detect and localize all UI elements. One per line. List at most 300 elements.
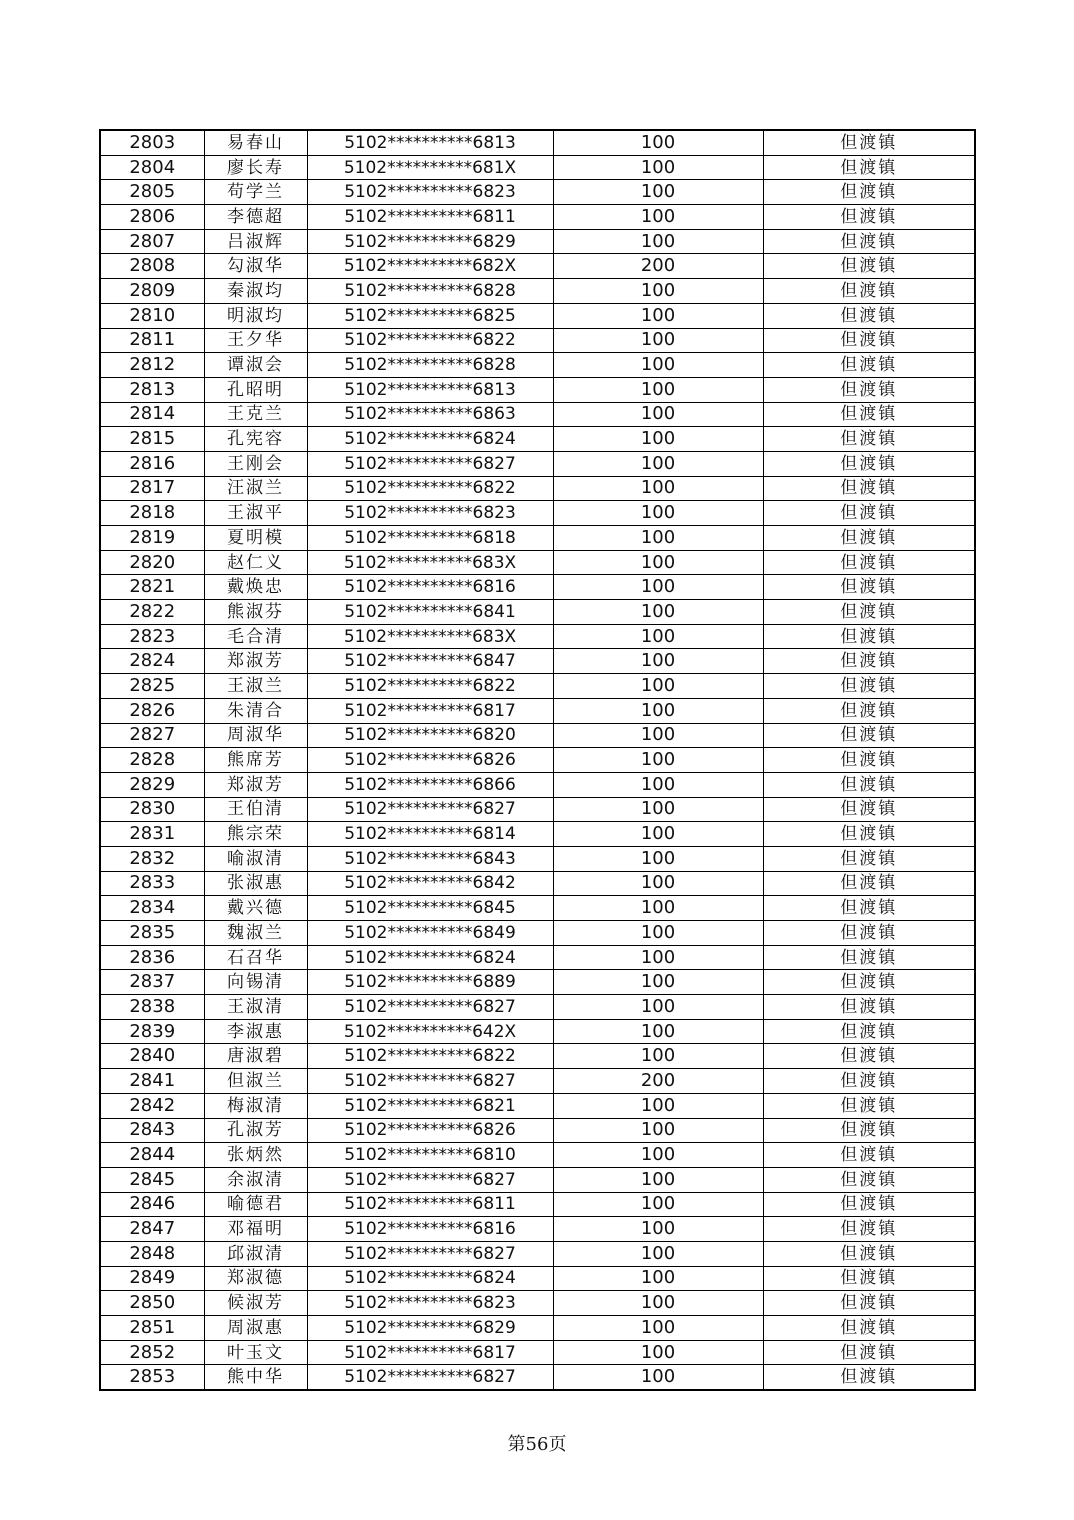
serial-number-cell: 2829 xyxy=(100,772,204,797)
name-cell: 苟学兰 xyxy=(204,180,307,205)
table-row xyxy=(100,476,975,501)
serial-number-cell: 2821 xyxy=(100,575,204,600)
serial-number-cell: 2818 xyxy=(100,501,204,526)
recipient-table xyxy=(99,129,976,1391)
serial-number-cell: 2849 xyxy=(100,1266,204,1291)
town-cell: 但渡镇 xyxy=(763,180,975,205)
name-cell: 谭淑会 xyxy=(204,353,307,378)
table-row xyxy=(100,995,975,1020)
table-row xyxy=(100,748,975,773)
name-cell: 周淑华 xyxy=(204,723,307,748)
amount-cell: 100 xyxy=(553,624,763,649)
table-row xyxy=(100,229,975,254)
serial-number-cell: 2831 xyxy=(100,822,204,847)
amount-cell: 100 xyxy=(553,1241,763,1266)
id-number-cell: 5102**********6813 xyxy=(307,130,553,155)
table-row xyxy=(100,377,975,402)
id-number-cell: 5102**********6889 xyxy=(307,970,553,995)
name-cell: 王夕华 xyxy=(204,328,307,353)
amount-cell: 100 xyxy=(553,748,763,773)
amount-cell: 100 xyxy=(553,575,763,600)
id-number-cell: 5102**********6820 xyxy=(307,723,553,748)
name-cell: 余淑清 xyxy=(204,1167,307,1192)
table-row xyxy=(100,303,975,328)
amount-cell: 100 xyxy=(553,303,763,328)
id-number-cell: 5102**********681X xyxy=(307,155,553,180)
town-cell: 但渡镇 xyxy=(763,1316,975,1341)
table-row xyxy=(100,921,975,946)
name-cell: 明淑均 xyxy=(204,303,307,328)
id-number-cell: 5102**********683X xyxy=(307,550,553,575)
serial-number-cell: 2824 xyxy=(100,649,204,674)
id-number-cell: 5102**********6826 xyxy=(307,748,553,773)
amount-cell: 100 xyxy=(553,501,763,526)
serial-number-cell: 2823 xyxy=(100,624,204,649)
serial-number-cell: 2826 xyxy=(100,698,204,723)
serial-number-cell: 2847 xyxy=(100,1217,204,1242)
table-row xyxy=(100,797,975,822)
name-cell: 张炳然 xyxy=(204,1143,307,1168)
name-cell: 孔淑芳 xyxy=(204,1118,307,1143)
serial-number-cell: 2848 xyxy=(100,1241,204,1266)
serial-number-cell: 2813 xyxy=(100,377,204,402)
name-cell: 孔昭明 xyxy=(204,377,307,402)
page-number: 第56页 xyxy=(507,1434,567,1455)
amount-cell: 100 xyxy=(553,674,763,699)
town-cell: 但渡镇 xyxy=(763,1192,975,1217)
id-number-cell: 5102**********6814 xyxy=(307,822,553,847)
serial-number-cell: 2836 xyxy=(100,945,204,970)
amount-cell: 100 xyxy=(553,1019,763,1044)
serial-number-cell: 2803 xyxy=(100,130,204,155)
id-number-cell: 5102**********6828 xyxy=(307,279,553,304)
town-cell: 但渡镇 xyxy=(763,575,975,600)
table-row xyxy=(100,205,975,230)
town-cell: 但渡镇 xyxy=(763,501,975,526)
id-number-cell: 5102**********6849 xyxy=(307,921,553,946)
amount-cell: 100 xyxy=(553,1167,763,1192)
table-row xyxy=(100,155,975,180)
serial-number-cell: 2834 xyxy=(100,896,204,921)
id-number-cell: 5102**********6827 xyxy=(307,1365,553,1390)
amount-cell: 100 xyxy=(553,229,763,254)
table-row xyxy=(100,1143,975,1168)
table-row xyxy=(100,1019,975,1044)
town-cell: 但渡镇 xyxy=(763,254,975,279)
id-number-cell: 5102**********6818 xyxy=(307,526,553,551)
serial-number-cell: 2827 xyxy=(100,723,204,748)
serial-number-cell: 2845 xyxy=(100,1167,204,1192)
amount-cell: 100 xyxy=(553,1291,763,1316)
name-cell: 魏淑兰 xyxy=(204,921,307,946)
name-cell: 李淑惠 xyxy=(204,1019,307,1044)
town-cell: 但渡镇 xyxy=(763,353,975,378)
amount-cell: 100 xyxy=(553,896,763,921)
name-cell: 王刚会 xyxy=(204,451,307,476)
serial-number-cell: 2819 xyxy=(100,526,204,551)
table-row xyxy=(100,501,975,526)
table-row xyxy=(100,624,975,649)
id-number-cell: 5102**********6841 xyxy=(307,600,553,625)
serial-number-cell: 2853 xyxy=(100,1365,204,1390)
id-number-cell: 5102**********6843 xyxy=(307,846,553,871)
serial-number-cell: 2844 xyxy=(100,1143,204,1168)
town-cell: 但渡镇 xyxy=(763,698,975,723)
table-body xyxy=(100,130,975,1390)
table-row xyxy=(100,550,975,575)
table-row xyxy=(100,180,975,205)
town-cell: 但渡镇 xyxy=(763,674,975,699)
serial-number-cell: 2852 xyxy=(100,1340,204,1365)
id-number-cell: 5102**********642X xyxy=(307,1019,553,1044)
serial-number-cell: 2825 xyxy=(100,674,204,699)
town-cell: 但渡镇 xyxy=(763,476,975,501)
town-cell: 但渡镇 xyxy=(763,649,975,674)
table-row xyxy=(100,130,975,155)
name-cell: 毛合清 xyxy=(204,624,307,649)
name-cell: 喻淑清 xyxy=(204,846,307,871)
table-row xyxy=(100,1291,975,1316)
town-cell: 但渡镇 xyxy=(763,377,975,402)
town-cell: 但渡镇 xyxy=(763,822,975,847)
id-number-cell: 5102**********6824 xyxy=(307,1266,553,1291)
name-cell: 周淑惠 xyxy=(204,1316,307,1341)
id-number-cell: 5102**********6827 xyxy=(307,1241,553,1266)
amount-cell: 100 xyxy=(553,476,763,501)
serial-number-cell: 2822 xyxy=(100,600,204,625)
town-cell: 但渡镇 xyxy=(763,1143,975,1168)
amount-cell: 100 xyxy=(553,797,763,822)
table-row xyxy=(100,1316,975,1341)
town-cell: 但渡镇 xyxy=(763,155,975,180)
table-row xyxy=(100,1118,975,1143)
name-cell: 吕淑辉 xyxy=(204,229,307,254)
id-number-cell: 5102**********6813 xyxy=(307,377,553,402)
town-cell: 但渡镇 xyxy=(763,1118,975,1143)
table-row xyxy=(100,674,975,699)
amount-cell: 100 xyxy=(553,970,763,995)
town-cell: 但渡镇 xyxy=(763,526,975,551)
table-row xyxy=(100,1217,975,1242)
table-row xyxy=(100,1069,975,1094)
name-cell: 喻德君 xyxy=(204,1192,307,1217)
id-number-cell: 5102**********6825 xyxy=(307,303,553,328)
amount-cell: 100 xyxy=(553,995,763,1020)
amount-cell: 100 xyxy=(553,1340,763,1365)
town-cell: 但渡镇 xyxy=(763,846,975,871)
table-row xyxy=(100,723,975,748)
id-number-cell: 5102**********6827 xyxy=(307,1167,553,1192)
table-row xyxy=(100,254,975,279)
amount-cell: 100 xyxy=(553,427,763,452)
name-cell: 梅淑清 xyxy=(204,1093,307,1118)
serial-number-cell: 2840 xyxy=(100,1044,204,1069)
amount-cell: 200 xyxy=(553,1069,763,1094)
table-row xyxy=(100,945,975,970)
town-cell: 但渡镇 xyxy=(763,229,975,254)
name-cell: 王淑兰 xyxy=(204,674,307,699)
amount-cell: 100 xyxy=(553,1266,763,1291)
serial-number-cell: 2808 xyxy=(100,254,204,279)
id-number-cell: 5102**********6863 xyxy=(307,402,553,427)
id-number-cell: 5102**********6829 xyxy=(307,1316,553,1341)
town-cell: 但渡镇 xyxy=(763,600,975,625)
amount-cell: 100 xyxy=(553,451,763,476)
table-row xyxy=(100,427,975,452)
table-row xyxy=(100,402,975,427)
amount-cell: 100 xyxy=(553,1365,763,1390)
serial-number-cell: 2806 xyxy=(100,205,204,230)
name-cell: 王淑清 xyxy=(204,995,307,1020)
town-cell: 但渡镇 xyxy=(763,896,975,921)
amount-cell: 100 xyxy=(553,723,763,748)
amount-cell: 100 xyxy=(553,945,763,970)
amount-cell: 100 xyxy=(553,550,763,575)
name-cell: 熊淑芬 xyxy=(204,600,307,625)
town-cell: 但渡镇 xyxy=(763,130,975,155)
town-cell: 但渡镇 xyxy=(763,451,975,476)
name-cell: 易春山 xyxy=(204,130,307,155)
id-number-cell: 5102**********682X xyxy=(307,254,553,279)
amount-cell: 100 xyxy=(553,1118,763,1143)
serial-number-cell: 2832 xyxy=(100,846,204,871)
name-cell: 郑淑芳 xyxy=(204,772,307,797)
table-row xyxy=(100,353,975,378)
id-number-cell: 5102**********6822 xyxy=(307,1044,553,1069)
id-number-cell: 5102**********6827 xyxy=(307,797,553,822)
name-cell: 赵仁义 xyxy=(204,550,307,575)
name-cell: 王伯清 xyxy=(204,797,307,822)
id-number-cell: 5102**********6821 xyxy=(307,1093,553,1118)
id-number-cell: 5102**********6817 xyxy=(307,698,553,723)
serial-number-cell: 2815 xyxy=(100,427,204,452)
id-number-cell: 5102**********6842 xyxy=(307,871,553,896)
serial-number-cell: 2851 xyxy=(100,1316,204,1341)
name-cell: 熊宗荣 xyxy=(204,822,307,847)
town-cell: 但渡镇 xyxy=(763,772,975,797)
table-row xyxy=(100,896,975,921)
id-number-cell: 5102**********6823 xyxy=(307,1291,553,1316)
serial-number-cell: 2842 xyxy=(100,1093,204,1118)
amount-cell: 100 xyxy=(553,698,763,723)
serial-number-cell: 2850 xyxy=(100,1291,204,1316)
town-cell: 但渡镇 xyxy=(763,945,975,970)
table-row xyxy=(100,846,975,871)
amount-cell: 100 xyxy=(553,1316,763,1341)
amount-cell: 100 xyxy=(553,649,763,674)
table-row xyxy=(100,1340,975,1365)
serial-number-cell: 2846 xyxy=(100,1192,204,1217)
town-cell: 但渡镇 xyxy=(763,1291,975,1316)
table-row xyxy=(100,649,975,674)
town-cell: 但渡镇 xyxy=(763,303,975,328)
name-cell: 熊席芳 xyxy=(204,748,307,773)
amount-cell: 100 xyxy=(553,353,763,378)
id-number-cell: 5102**********6816 xyxy=(307,1217,553,1242)
serial-number-cell: 2811 xyxy=(100,328,204,353)
amount-cell: 100 xyxy=(553,377,763,402)
id-number-cell: 5102**********6828 xyxy=(307,353,553,378)
amount-cell: 200 xyxy=(553,254,763,279)
serial-number-cell: 2807 xyxy=(100,229,204,254)
serial-number-cell: 2837 xyxy=(100,970,204,995)
town-cell: 但渡镇 xyxy=(763,279,975,304)
town-cell: 但渡镇 xyxy=(763,1019,975,1044)
amount-cell: 100 xyxy=(553,155,763,180)
serial-number-cell: 2805 xyxy=(100,180,204,205)
amount-cell: 100 xyxy=(553,772,763,797)
serial-number-cell: 2838 xyxy=(100,995,204,1020)
town-cell: 但渡镇 xyxy=(763,402,975,427)
town-cell: 但渡镇 xyxy=(763,1069,975,1094)
amount-cell: 100 xyxy=(553,205,763,230)
town-cell: 但渡镇 xyxy=(763,1241,975,1266)
name-cell: 孔宪容 xyxy=(204,427,307,452)
town-cell: 但渡镇 xyxy=(763,921,975,946)
serial-number-cell: 2814 xyxy=(100,402,204,427)
table-row xyxy=(100,279,975,304)
id-number-cell: 5102**********6827 xyxy=(307,451,553,476)
id-number-cell: 5102**********6847 xyxy=(307,649,553,674)
amount-cell: 100 xyxy=(553,328,763,353)
name-cell: 张淑惠 xyxy=(204,871,307,896)
name-cell: 王克兰 xyxy=(204,402,307,427)
serial-number-cell: 2809 xyxy=(100,279,204,304)
table-row xyxy=(100,1044,975,1069)
id-number-cell: 5102**********6826 xyxy=(307,1118,553,1143)
id-number-cell: 5102**********6824 xyxy=(307,945,553,970)
town-cell: 但渡镇 xyxy=(763,995,975,1020)
id-number-cell: 5102**********6823 xyxy=(307,180,553,205)
id-number-cell: 5102**********6811 xyxy=(307,1192,553,1217)
table-row xyxy=(100,871,975,896)
name-cell: 石召华 xyxy=(204,945,307,970)
id-number-cell: 5102**********6845 xyxy=(307,896,553,921)
table-row xyxy=(100,1241,975,1266)
town-cell: 但渡镇 xyxy=(763,970,975,995)
serial-number-cell: 2804 xyxy=(100,155,204,180)
serial-number-cell: 2816 xyxy=(100,451,204,476)
town-cell: 但渡镇 xyxy=(763,1217,975,1242)
amount-cell: 100 xyxy=(553,130,763,155)
town-cell: 但渡镇 xyxy=(763,328,975,353)
town-cell: 但渡镇 xyxy=(763,1044,975,1069)
name-cell: 叶玉文 xyxy=(204,1340,307,1365)
id-number-cell: 5102**********6827 xyxy=(307,1069,553,1094)
name-cell: 唐淑碧 xyxy=(204,1044,307,1069)
amount-cell: 100 xyxy=(553,600,763,625)
id-number-cell: 5102**********6827 xyxy=(307,995,553,1020)
id-number-cell: 5102**********6866 xyxy=(307,772,553,797)
name-cell: 但淑兰 xyxy=(204,1069,307,1094)
table-row xyxy=(100,1192,975,1217)
amount-cell: 100 xyxy=(553,279,763,304)
table-row xyxy=(100,451,975,476)
amount-cell: 100 xyxy=(553,1217,763,1242)
id-number-cell: 5102**********6824 xyxy=(307,427,553,452)
table-row xyxy=(100,328,975,353)
amount-cell: 100 xyxy=(553,822,763,847)
amount-cell: 100 xyxy=(553,846,763,871)
name-cell: 邱淑清 xyxy=(204,1241,307,1266)
table-row xyxy=(100,772,975,797)
town-cell: 但渡镇 xyxy=(763,427,975,452)
town-cell: 但渡镇 xyxy=(763,723,975,748)
name-cell: 廖长寿 xyxy=(204,155,307,180)
serial-number-cell: 2835 xyxy=(100,921,204,946)
serial-number-cell: 2833 xyxy=(100,871,204,896)
name-cell: 向锡清 xyxy=(204,970,307,995)
amount-cell: 100 xyxy=(553,871,763,896)
town-cell: 但渡镇 xyxy=(763,1266,975,1291)
town-cell: 但渡镇 xyxy=(763,1340,975,1365)
serial-number-cell: 2810 xyxy=(100,303,204,328)
table-row xyxy=(100,1167,975,1192)
amount-cell: 100 xyxy=(553,1143,763,1168)
town-cell: 但渡镇 xyxy=(763,550,975,575)
name-cell: 邓福明 xyxy=(204,1217,307,1242)
id-number-cell: 5102**********6822 xyxy=(307,328,553,353)
name-cell: 候淑芳 xyxy=(204,1291,307,1316)
table-row xyxy=(100,575,975,600)
serial-number-cell: 2817 xyxy=(100,476,204,501)
table-row xyxy=(100,1266,975,1291)
name-cell: 郑淑芳 xyxy=(204,649,307,674)
id-number-cell: 5102**********6823 xyxy=(307,501,553,526)
table-row xyxy=(100,822,975,847)
id-number-cell: 5102**********6822 xyxy=(307,476,553,501)
table-row xyxy=(100,1093,975,1118)
town-cell: 但渡镇 xyxy=(763,1167,975,1192)
amount-cell: 100 xyxy=(553,921,763,946)
name-cell: 李德超 xyxy=(204,205,307,230)
amount-cell: 100 xyxy=(553,1093,763,1118)
serial-number-cell: 2830 xyxy=(100,797,204,822)
id-number-cell: 5102**********683X xyxy=(307,624,553,649)
amount-cell: 100 xyxy=(553,402,763,427)
amount-cell: 100 xyxy=(553,1044,763,1069)
id-number-cell: 5102**********6810 xyxy=(307,1143,553,1168)
name-cell: 朱清合 xyxy=(204,698,307,723)
amount-cell: 100 xyxy=(553,526,763,551)
id-number-cell: 5102**********6817 xyxy=(307,1340,553,1365)
serial-number-cell: 2839 xyxy=(100,1019,204,1044)
id-number-cell: 5102**********6816 xyxy=(307,575,553,600)
table-row xyxy=(100,526,975,551)
town-cell: 但渡镇 xyxy=(763,748,975,773)
serial-number-cell: 2812 xyxy=(100,353,204,378)
serial-number-cell: 2828 xyxy=(100,748,204,773)
name-cell: 汪淑兰 xyxy=(204,476,307,501)
name-cell: 熊中华 xyxy=(204,1365,307,1390)
serial-number-cell: 2843 xyxy=(100,1118,204,1143)
id-number-cell: 5102**********6811 xyxy=(307,205,553,230)
amount-cell: 100 xyxy=(553,1192,763,1217)
table-row xyxy=(100,600,975,625)
town-cell: 但渡镇 xyxy=(763,797,975,822)
town-cell: 但渡镇 xyxy=(763,871,975,896)
name-cell: 戴焕忠 xyxy=(204,575,307,600)
table-row xyxy=(100,698,975,723)
name-cell: 秦淑均 xyxy=(204,279,307,304)
name-cell: 戴兴德 xyxy=(204,896,307,921)
table-row xyxy=(100,970,975,995)
name-cell: 夏明模 xyxy=(204,526,307,551)
name-cell: 郑淑德 xyxy=(204,1266,307,1291)
id-number-cell: 5102**********6822 xyxy=(307,674,553,699)
town-cell: 但渡镇 xyxy=(763,205,975,230)
name-cell: 王淑平 xyxy=(204,501,307,526)
